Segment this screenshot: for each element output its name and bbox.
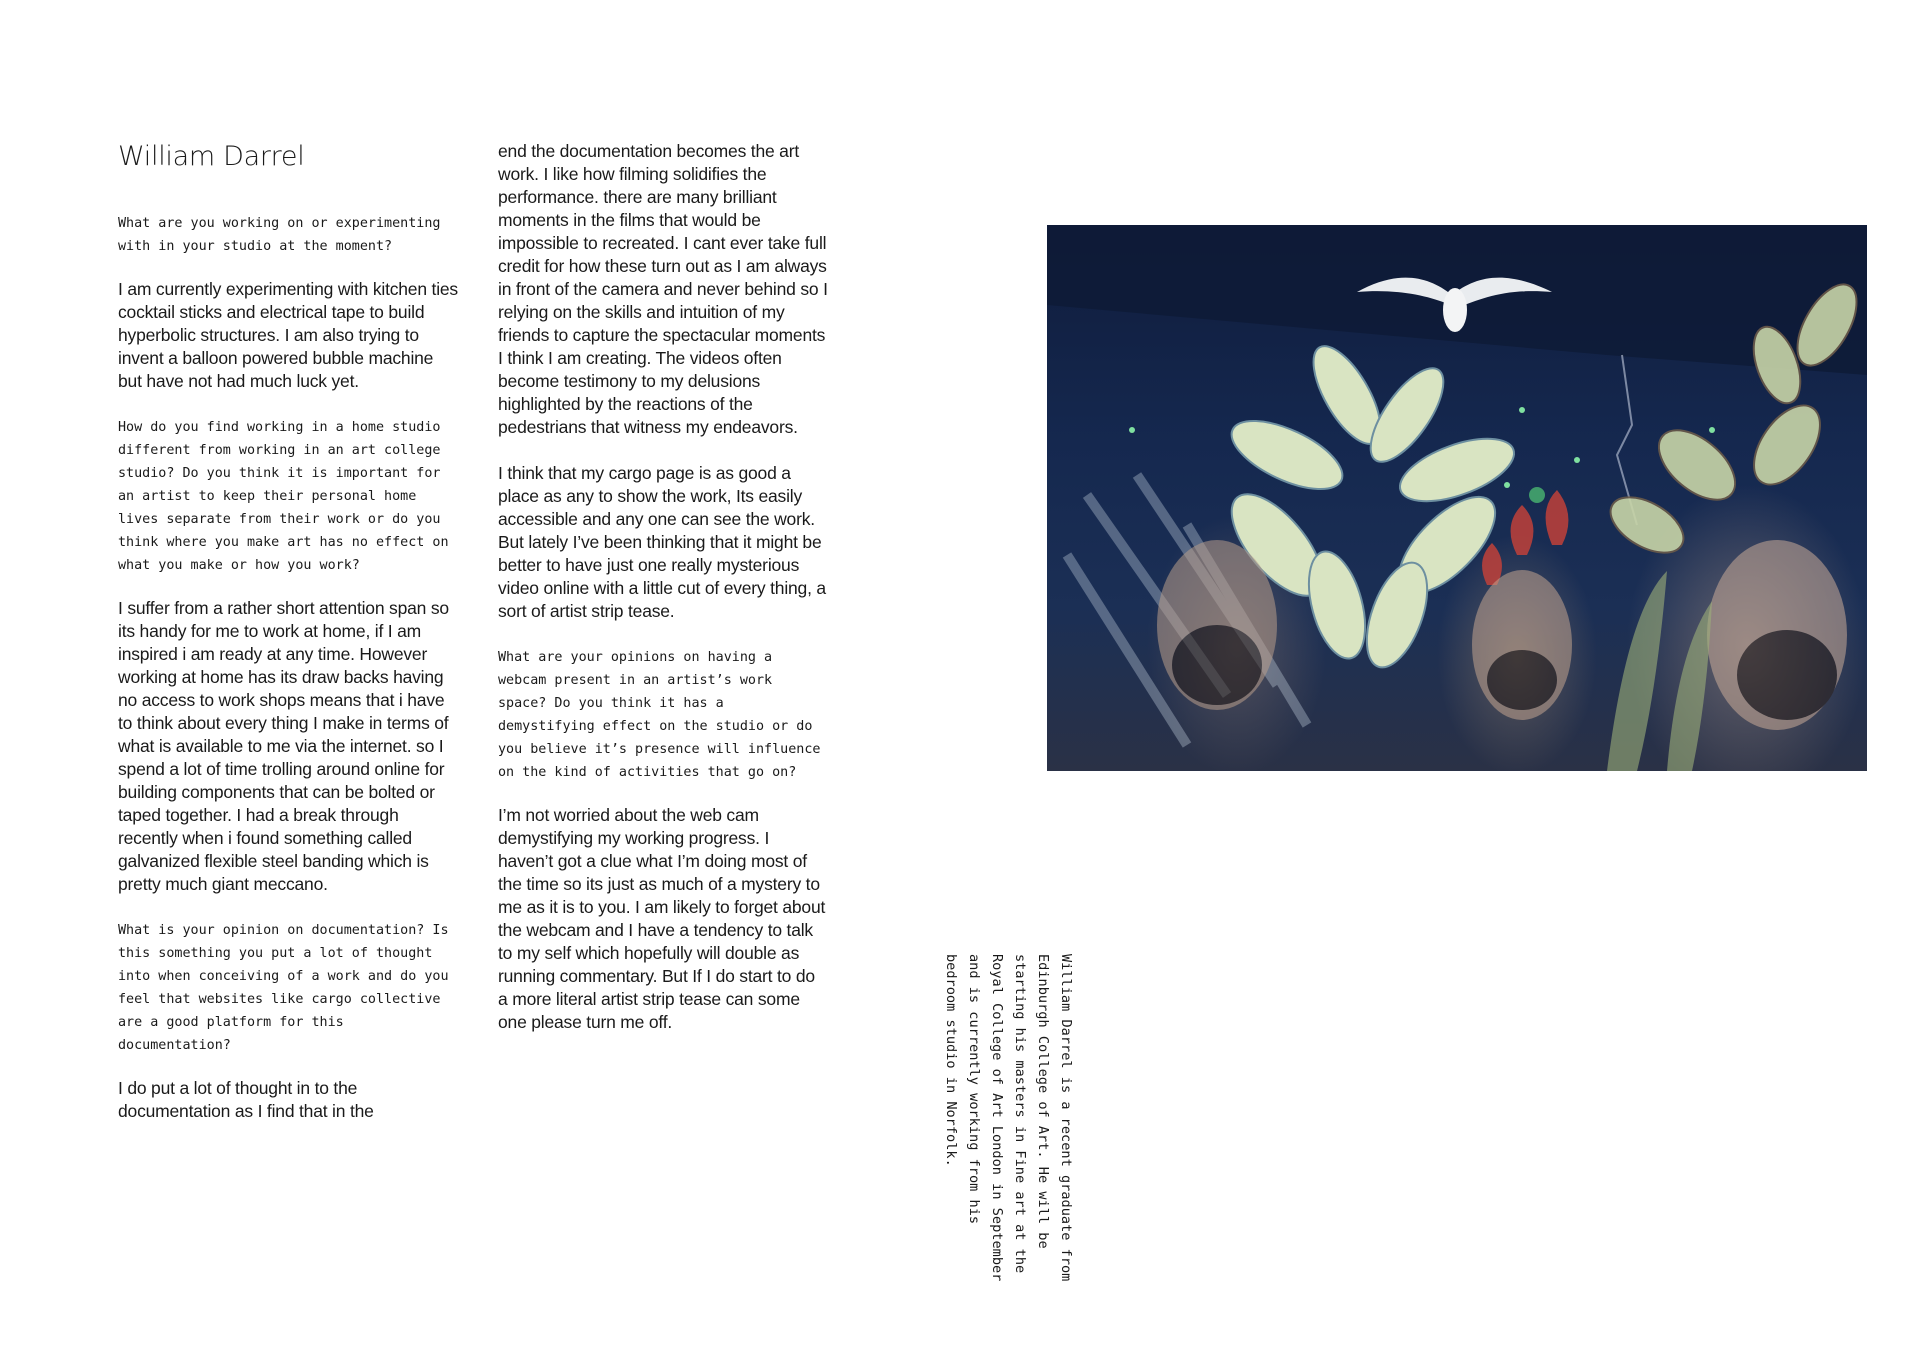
article-title: William Darrel: [118, 141, 305, 172]
answer-3-end: end the documentation becomes the art work. I like how filming solidifies the performance. there are many brilliant moments in the films that would be impossible to recreated. I cant ever take full credit for how these turn out as I am always in front of the camera and never behind so I relying on the skills and intuition of my friends to capture the spectacular moments I think I am creating. The videos often become testimony to my delusions highlighted by the reactions of the pedestrians that witness my endeavors.: [498, 141, 828, 437]
article-column-1: [118, 140, 458, 1146]
question-1: What are you working on or experimenting with in your studio at the moment?: [118, 216, 441, 254]
article-column-2: [498, 140, 828, 1057]
question-3: What is your opinion on documentation? Is this something you put a lot of thought into when conceiving of a work and do you feel that websites like cargo collective are a good platform for this documentation?: [118, 923, 449, 1053]
answer-3-start: I do put a lot of thought in to the documentation as I find that in the: [118, 1078, 374, 1121]
answer-3-continued: I think that my cargo page is as good a place as any to show the work, Its easily accessible and any one can see the work. But lately I’ve been thinking that it might be better to have just one really mysterious video online with a little cut of every thing, a sort of artist strip tease.: [498, 463, 826, 621]
answer-4: I’m not worried about the web cam demystifying my working progress. I haven’t got a clue what I’m doing most of the time so its just as much of a mystery to me as it is to you. I am likely to forget about the webcam and I have a tendency to talk to my self which hopefully will double as running commentary. But If I do start to do a more literal artist strip tease can some one please turn me off.: [498, 805, 826, 1032]
answer-1: I am currently experimenting with kitchen ties cocktail sticks and electrical tape to build hyperbolic structures. I am also trying to invent a balloon powered bubble machine but have not had much luck yet.: [118, 279, 458, 391]
mural-illustration: [1047, 225, 1867, 771]
answer-2: I suffer from a rather short attention span so its handy for me to work at home, if I am inspired i am ready at any time. However working at home has its draw backs having no access to work shops means that i have to think about every thing I make in terms of what is available to me via the internet. so I spend a lot of time trolling around online for building components that can be bolted or taped together. I had a break through recently when i found something called galvanized flexible steel banding which is pretty much giant meccano.: [118, 598, 449, 894]
question-2: How do you find working in a home studio different from working in an art college studio? Do you think it is important for an artist to keep their personal home lives separate from their work or do you think where you make art has no effect on what you make or how you work?: [118, 420, 449, 573]
artist-bio-vertical: William Darrel is a recent graduate from Edinburgh College of Art. He will be starting his masters in Fine art at the Royal College of Art London in September and is currently working from his bedroom studio in Norfolk.: [943, 954, 1074, 1282]
question-4: What are your opinions on having a webcam present in an artist’s work space? Do you think it has a demystifying effect on the studio or do you believe it’s presence will influence on the kind of activities that go on?: [498, 650, 821, 780]
artwork-photo: [1047, 225, 1867, 771]
